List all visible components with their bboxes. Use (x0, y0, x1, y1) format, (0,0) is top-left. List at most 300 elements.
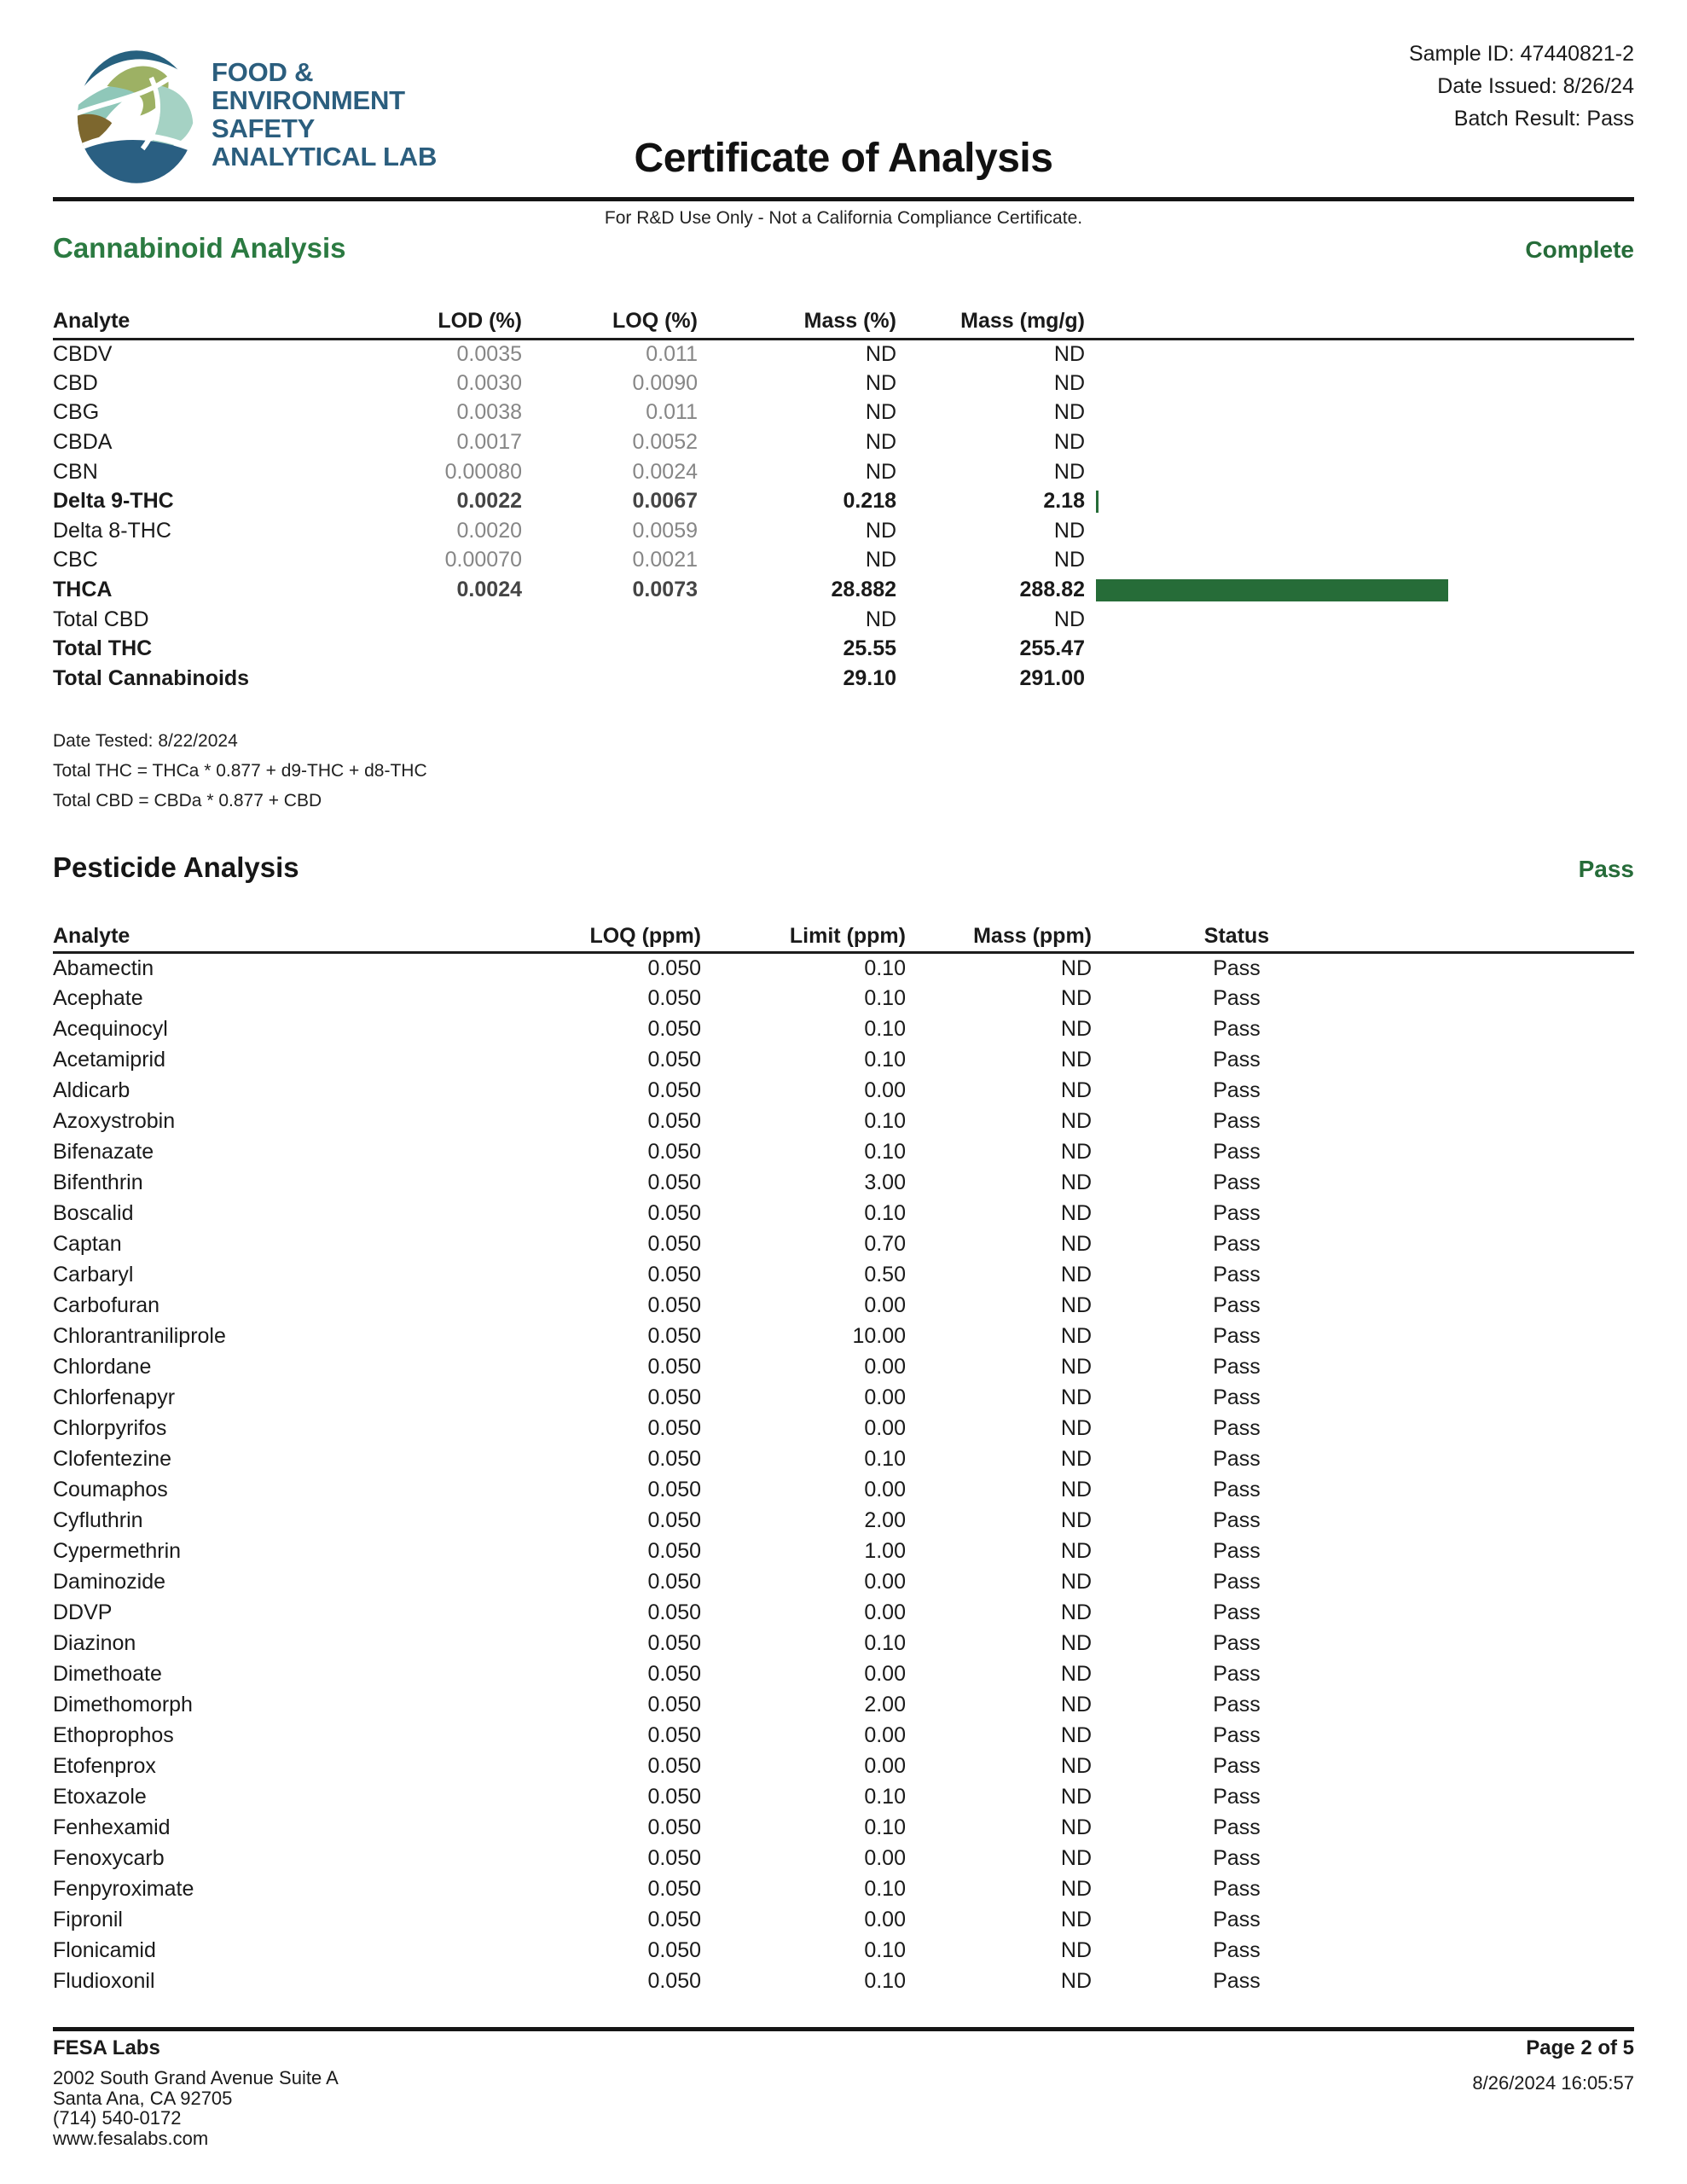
filler-cell (1382, 1414, 1634, 1444)
filler-cell (1382, 1629, 1634, 1659)
pesticide-section-title: Pesticide Analysis (53, 851, 299, 883)
limit-value: 0.10 (864, 1447, 906, 1471)
limit-value: 3.00 (864, 1170, 906, 1194)
website-url: www.fesalabs.com (53, 2127, 209, 2149)
analyte-name: Acequinocyl (53, 1017, 168, 1041)
mass-value: ND (1060, 1815, 1092, 1839)
loq-value (522, 605, 698, 635)
lab-address (53, 2068, 339, 2148)
mass-percent-value: ND (865, 607, 896, 631)
cannabinoid-row (53, 398, 1634, 428)
analyte-name: Dimethoate (53, 1662, 162, 1686)
pesticide-row (53, 1966, 1634, 1997)
loq-value: 0.050 (647, 1508, 701, 1532)
loq-value: 0.050 (647, 1815, 701, 1839)
loq-value: 0.050 (647, 1754, 701, 1778)
filler-cell (1382, 1874, 1634, 1905)
mass-mgg-value: ND (1053, 342, 1085, 367)
status-value: Pass (1213, 1969, 1261, 1993)
filler-cell (1382, 1813, 1634, 1844)
pesticide-row (53, 1260, 1634, 1291)
limit-value: 0.00 (864, 1570, 906, 1594)
lod-value (351, 664, 522, 694)
lod-value: 0.0038 (456, 400, 522, 425)
limit-value: 0.10 (864, 1017, 906, 1041)
mass-value: ND (1060, 1293, 1092, 1317)
analyte-name: Flonicamid (53, 1938, 156, 1962)
mass-percent-value: ND (865, 548, 896, 572)
filler-cell (1382, 953, 1634, 984)
mass-value: ND (1060, 1078, 1092, 1102)
sample-id: Sample ID: 47440821-2 (1408, 42, 1634, 66)
status-value: Pass (1213, 1416, 1261, 1440)
mass-value: ND (1060, 1908, 1092, 1931)
limit-value: 2.00 (864, 1693, 906, 1716)
analyte-name: Fludioxonil (53, 1969, 155, 1993)
pesticide-row (53, 1229, 1634, 1260)
loq-value: 0.050 (647, 1416, 701, 1440)
pesticide-row (53, 1751, 1634, 1782)
mass-value: ND (1060, 1846, 1092, 1870)
lod-value: 0.0030 (456, 370, 522, 395)
batch-result: Batch Result: Pass (1453, 107, 1634, 131)
mass-value: ND (1060, 1140, 1092, 1164)
mass-value: ND (1060, 1201, 1092, 1225)
status-value: Pass (1213, 1938, 1261, 1962)
logo-line-1: FOOD & (212, 57, 314, 87)
mass-value: ND (1060, 1570, 1092, 1594)
pesticide-row (53, 1813, 1634, 1844)
analyte-name: Carbaryl (53, 1263, 134, 1287)
status-value: Pass (1213, 1232, 1261, 1256)
status-value: Pass (1213, 1478, 1261, 1502)
mass-value: ND (1060, 1324, 1092, 1348)
logo-line-2: ENVIRONMENT (212, 85, 405, 115)
logo-line-4: ANALYTICAL LAB (212, 142, 438, 171)
sample-info-block (1409, 38, 1634, 135)
cannabinoid-row (53, 664, 1634, 694)
mass-value: ND (1060, 1170, 1092, 1194)
col-loq-ppm: LOQ (ppm) (394, 921, 701, 953)
loq-value: 0.050 (647, 1078, 701, 1102)
cannabinoid-section-header (53, 232, 1634, 264)
loq-value: 0.050 (647, 1170, 701, 1194)
pesticide-row (53, 1844, 1634, 1874)
col-mass-mgg: Mass (mg/g) (896, 304, 1085, 340)
limit-value: 0.10 (864, 1785, 906, 1809)
mass-mgg-value: 255.47 (1019, 636, 1085, 661)
page-number: Page 2 of 5 (1526, 2036, 1634, 2059)
header-divider (53, 197, 1634, 201)
loq-value: 0.050 (647, 1969, 701, 1993)
mass-value: ND (1060, 1693, 1092, 1716)
pesticide-section-header (53, 851, 1634, 884)
filler-cell (1382, 1844, 1634, 1874)
date-issued: Date Issued: 8/26/24 (1437, 74, 1634, 98)
analyte-name: Etoxazole (53, 1785, 147, 1809)
limit-value: 0.10 (864, 1048, 906, 1072)
pesticide-row (53, 1291, 1634, 1321)
limit-value: 0.10 (864, 986, 906, 1010)
mass-value: ND (1060, 1539, 1092, 1563)
loq-value: 0.050 (647, 1693, 701, 1716)
status-value: Pass (1213, 1508, 1261, 1532)
analyte-name: Cyfluthrin (53, 1508, 143, 1532)
pesticide-row (53, 1475, 1634, 1506)
footer-page-block (1472, 2036, 1634, 2094)
limit-value: 0.10 (864, 1201, 906, 1225)
col-loq: LOQ (%) (522, 304, 698, 340)
cannabinoid-row (53, 340, 1634, 369)
filler-cell (1382, 1045, 1634, 1076)
pesticide-row (53, 1321, 1634, 1352)
mass-value: ND (1060, 1508, 1092, 1532)
loq-value: 0.050 (647, 1201, 701, 1225)
filler-cell (1382, 1321, 1634, 1352)
mass-percent-value: ND (865, 518, 896, 543)
status-value: Pass (1213, 1170, 1261, 1194)
filler-cell (1382, 1905, 1634, 1936)
filler-cell (1382, 1383, 1634, 1414)
total-thc-formula: Total THC = THCa * 0.877 + d9-THC + d8-THC (53, 761, 427, 781)
limit-value: 0.00 (864, 1078, 906, 1102)
mass-value: ND (1060, 1478, 1092, 1502)
loq-value: 0.050 (647, 1662, 701, 1686)
loq-value: 0.0021 (632, 548, 698, 572)
mass-mgg-value: ND (1053, 400, 1085, 425)
pesticide-row (53, 1352, 1634, 1383)
footer-divider (53, 2027, 1634, 2031)
loq-value: 0.0090 (632, 370, 698, 395)
mass-mgg-value: ND (1053, 459, 1085, 484)
status-value: Pass (1213, 986, 1261, 1010)
limit-value: 0.10 (864, 1938, 906, 1962)
mass-percent-value: 25.55 (843, 636, 896, 661)
limit-value: 10.00 (852, 1324, 906, 1348)
cannabinoid-status-badge: Complete (1525, 236, 1634, 263)
filler-cell (1382, 1014, 1634, 1045)
filler-cell (1382, 1444, 1634, 1475)
pesticide-row (53, 984, 1634, 1014)
mass-value: ND (1060, 1723, 1092, 1747)
analyte-name: CBDA (53, 430, 113, 455)
loq-value: 0.0024 (632, 459, 698, 484)
pesticide-row (53, 1045, 1634, 1076)
mass-value: ND (1060, 1048, 1092, 1072)
mass-value: ND (1060, 986, 1092, 1010)
pesticide-table-body (53, 953, 1634, 1997)
loq-value: 0.0059 (632, 518, 698, 543)
mass-mgg-value: 2.18 (1043, 489, 1085, 514)
mass-bar-cell (1085, 427, 1634, 457)
pesticide-row (53, 1629, 1634, 1659)
mass-percent-value: 29.10 (843, 665, 896, 690)
col-analyte: Analyte (53, 304, 351, 340)
document-title: Certificate of Analysis (634, 136, 1053, 181)
loq-value: 0.050 (647, 1140, 701, 1164)
status-value: Pass (1213, 1908, 1261, 1931)
lod-value: 0.00080 (444, 459, 522, 484)
analyte-name: THCA (53, 578, 113, 602)
analyte-name: Chlorantraniliprole (53, 1324, 226, 1348)
mass-value: ND (1060, 1355, 1092, 1379)
mass-percent-value: ND (865, 370, 896, 395)
limit-value: 0.10 (864, 1969, 906, 1993)
filler-cell (1382, 984, 1634, 1014)
mass-percent-value: ND (865, 342, 896, 367)
status-value: Pass (1213, 1815, 1261, 1839)
mass-percent-value: 28.882 (831, 578, 896, 602)
loq-value: 0.0073 (632, 578, 698, 602)
cannabinoid-row (53, 575, 1634, 605)
filler-cell (1382, 1107, 1634, 1137)
filler-cell (1382, 1199, 1634, 1229)
lod-value: 0.0035 (456, 342, 522, 367)
loq-value: 0.050 (647, 1263, 701, 1287)
analyte-name: Fenhexamid (53, 1815, 171, 1839)
status-value: Pass (1213, 1785, 1261, 1809)
status-value: Pass (1213, 1140, 1261, 1164)
status-value: Pass (1213, 1048, 1261, 1072)
loq-value: 0.011 (646, 400, 698, 425)
loq-value: 0.050 (647, 1324, 701, 1348)
filler-cell (1382, 1137, 1634, 1168)
analyte-name: Captan (53, 1232, 122, 1256)
filler-cell (1382, 1352, 1634, 1383)
loq-value: 0.050 (647, 1109, 701, 1133)
limit-value: 0.10 (864, 1140, 906, 1164)
analyte-name: Ethoprophos (53, 1723, 174, 1747)
status-value: Pass (1213, 1723, 1261, 1747)
loq-value: 0.050 (647, 1877, 701, 1901)
analyte-name: Total THC (53, 636, 153, 661)
mass-mgg-value: ND (1053, 518, 1085, 543)
lod-value: 0.00070 (444, 548, 522, 572)
mass-mgg-value: ND (1053, 548, 1085, 572)
cannabinoid-row (53, 457, 1634, 487)
col-filler (1382, 921, 1634, 953)
mass-value: ND (1060, 1785, 1092, 1809)
loq-value: 0.0067 (632, 489, 698, 514)
col-limit-ppm: Limit (ppm) (701, 921, 906, 953)
mass-bar (1096, 491, 1099, 513)
mass-value: ND (1060, 1017, 1092, 1041)
mass-value: ND (1060, 1447, 1092, 1471)
cannabinoid-header-row (53, 304, 1634, 340)
status-value: Pass (1213, 1600, 1261, 1624)
analyte-name: Etofenprox (53, 1754, 156, 1778)
loq-value: 0.050 (647, 1048, 701, 1072)
limit-value: 0.50 (864, 1263, 906, 1287)
status-value: Pass (1213, 1017, 1261, 1041)
loq-value: 0.050 (647, 1570, 701, 1594)
mass-value: ND (1060, 1109, 1092, 1133)
analyte-name: Chlordane (53, 1355, 152, 1379)
limit-value: 0.00 (864, 1478, 906, 1502)
analyte-name: CBC (53, 548, 98, 572)
mass-value: ND (1060, 1232, 1092, 1256)
mass-bar-cell (1085, 486, 1634, 516)
mass-percent-value: ND (865, 400, 896, 425)
limit-value: 0.10 (864, 1877, 906, 1901)
loq-value: 0.050 (647, 1478, 701, 1502)
loq-value: 0.050 (647, 1232, 701, 1256)
cannabinoid-row (53, 427, 1634, 457)
cannabinoid-row (53, 546, 1634, 576)
limit-value: 0.00 (864, 1754, 906, 1778)
loq-value: 0.050 (647, 1723, 701, 1747)
analyte-name: Acephate (53, 986, 143, 1010)
analyte-name: Aldicarb (53, 1078, 130, 1102)
pesticide-row (53, 1199, 1634, 1229)
lab-name: FESA Labs (53, 2036, 160, 2059)
analyte-name: Dimethomorph (53, 1693, 193, 1716)
pesticide-row (53, 1506, 1634, 1536)
logo-line-3: SAFETY (212, 113, 316, 143)
mass-value: ND (1060, 1600, 1092, 1624)
print-timestamp: 8/26/2024 16:05:57 (1472, 2072, 1634, 2094)
mass-percent-value: ND (865, 459, 896, 484)
mass-value: ND (1060, 1754, 1092, 1778)
analyte-name: Carbofuran (53, 1293, 160, 1317)
analyte-name: CBDV (53, 342, 113, 367)
analyte-name: Boscalid (53, 1201, 134, 1225)
loq-value: 0.050 (647, 1631, 701, 1655)
analyte-name: Total Cannabinoids (53, 665, 250, 690)
filler-cell (1382, 1659, 1634, 1690)
lod-value: 0.0022 (456, 489, 522, 514)
analyte-name: Bifenazate (53, 1140, 154, 1164)
mass-mgg-value: ND (1053, 370, 1085, 395)
filler-cell (1382, 1536, 1634, 1567)
pesticide-row (53, 1905, 1634, 1936)
loq-value: 0.050 (647, 1017, 701, 1041)
loq-value: 0.050 (647, 1785, 701, 1809)
analyte-name: Abamectin (53, 956, 154, 980)
limit-value: 0.00 (864, 1723, 906, 1747)
date-tested-note: Date Tested: 8/22/2024 (53, 731, 238, 751)
filler-cell (1382, 1168, 1634, 1199)
mass-bar-cell (1085, 340, 1634, 369)
pesticide-status-badge: Pass (1578, 856, 1634, 882)
filler-cell (1382, 1690, 1634, 1721)
col-mass-pct: Mass (%) (698, 304, 896, 340)
pesticide-header-row (53, 921, 1634, 953)
disclaimer-text: For R&D Use Only - Not a California Compliance Certificate. (604, 208, 1083, 228)
mass-bar-cell (1085, 369, 1634, 398)
mass-percent-value: 0.218 (843, 489, 896, 514)
pesticide-row (53, 1414, 1634, 1444)
status-value: Pass (1213, 1078, 1261, 1102)
status-value: Pass (1213, 1293, 1261, 1317)
pesticide-table (53, 921, 1634, 1997)
analyte-name: Daminozide (53, 1570, 166, 1594)
lod-value: 0.0020 (456, 518, 522, 543)
filler-cell (1382, 1782, 1634, 1813)
mass-value: ND (1060, 1263, 1092, 1287)
mass-mgg-value: ND (1053, 430, 1085, 455)
address-line-2: Santa Ana, CA 92705 (53, 2087, 233, 2109)
cannabinoid-row (53, 634, 1634, 664)
pesticide-row (53, 1444, 1634, 1475)
footer-lab-block (53, 2036, 339, 2148)
pesticide-row (53, 1014, 1634, 1045)
col-bar-spacer (1085, 304, 1634, 340)
mass-bar-cell (1085, 664, 1634, 694)
analyte-name: Fenpyroximate (53, 1877, 194, 1901)
limit-value: 0.00 (864, 1846, 906, 1870)
loq-value: 0.0052 (632, 430, 698, 455)
phone-number: (714) 540-0172 (53, 2107, 182, 2129)
status-value: Pass (1213, 1201, 1261, 1225)
total-cbd-formula: Total CBD = CBDa * 0.877 + CBD (53, 791, 322, 810)
analyte-name: DDVP (53, 1600, 113, 1624)
mass-value: ND (1060, 1385, 1092, 1409)
filler-cell (1382, 1291, 1634, 1321)
limit-value: 0.10 (864, 956, 906, 980)
mass-bar-cell (1085, 546, 1634, 576)
analyte-name: Delta 9-THC (53, 489, 174, 514)
mass-bar-cell (1085, 457, 1634, 487)
status-value: Pass (1213, 1877, 1261, 1901)
limit-value: 2.00 (864, 1508, 906, 1532)
mass-value: ND (1060, 1877, 1092, 1901)
pesticide-row (53, 1107, 1634, 1137)
limit-value: 0.00 (864, 1662, 906, 1686)
limit-value: 0.10 (864, 1631, 906, 1655)
filler-cell (1382, 1475, 1634, 1506)
analyte-name: Azoxystrobin (53, 1109, 176, 1133)
mass-value: ND (1060, 1416, 1092, 1440)
limit-value: 0.00 (864, 1908, 906, 1931)
lod-value (351, 634, 522, 664)
filler-cell (1382, 1936, 1634, 1966)
analyte-name: Cypermethrin (53, 1539, 182, 1563)
mass-bar-cell (1085, 516, 1634, 546)
limit-value: 0.70 (864, 1232, 906, 1256)
status-value: Pass (1213, 1570, 1261, 1594)
loq-value: 0.050 (647, 1355, 701, 1379)
mass-bar-cell (1085, 605, 1634, 635)
analyte-name: Bifenthrin (53, 1170, 143, 1194)
mass-bar-cell (1085, 398, 1634, 428)
limit-value: 0.10 (864, 1109, 906, 1133)
loq-value: 0.050 (647, 1938, 701, 1962)
cannabinoid-row (53, 486, 1634, 516)
filler-cell (1382, 1506, 1634, 1536)
mass-percent-value: ND (865, 430, 896, 455)
pesticide-row (53, 953, 1634, 984)
loq-value: 0.050 (647, 1293, 701, 1317)
filler-cell (1382, 1076, 1634, 1107)
analyte-name: Chlorpyrifos (53, 1416, 167, 1440)
loq-value: 0.011 (646, 342, 698, 367)
analyte-name: CBD (53, 370, 98, 395)
pesticide-row (53, 1567, 1634, 1598)
analyte-name: Chlorfenapyr (53, 1385, 176, 1409)
mass-value: ND (1060, 1631, 1092, 1655)
limit-value: 0.00 (864, 1293, 906, 1317)
pesticide-row (53, 1076, 1634, 1107)
cannabinoid-row (53, 369, 1634, 398)
mass-bar-cell (1085, 634, 1634, 664)
loq-value: 0.050 (647, 956, 701, 980)
pesticide-row (53, 1721, 1634, 1751)
loq-value (522, 664, 698, 694)
mass-value: ND (1060, 1662, 1092, 1686)
lod-value: 0.0024 (456, 578, 522, 602)
mass-bar (1096, 579, 1448, 601)
